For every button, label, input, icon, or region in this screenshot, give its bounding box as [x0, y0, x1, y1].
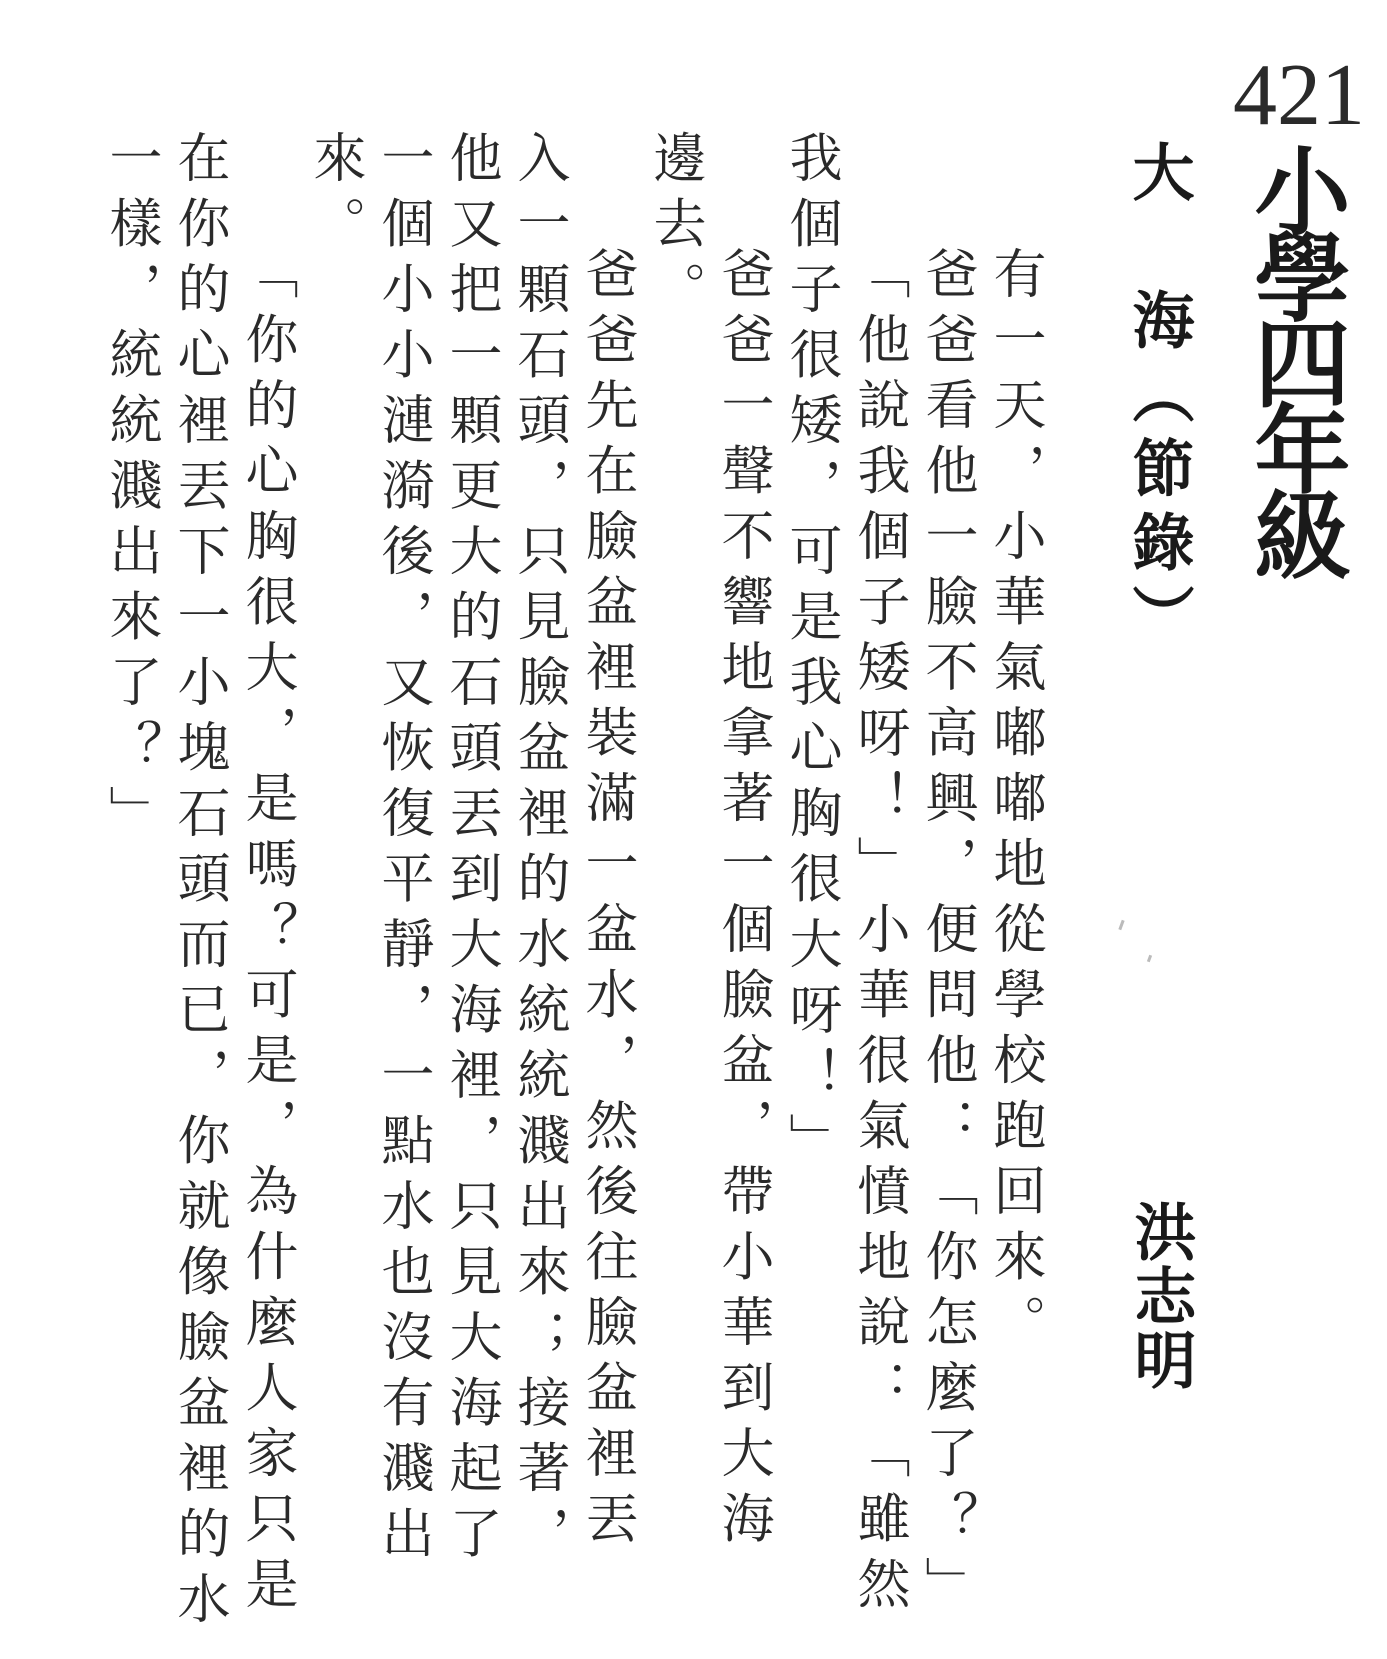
- story-column: 邊去。: [645, 130, 706, 327]
- scan-speck: [1118, 920, 1124, 930]
- story-column: 我個子很矮，可是我心胸很大呀！」: [781, 130, 842, 1178]
- story-column: 一個小小漣漪後，又恢復平靜，一點水也沒有濺出: [373, 130, 434, 1571]
- story-column: 有一天，小華氣嘟嘟地從學校跑回來。: [985, 246, 1046, 1360]
- story-column: 爸爸一聲不響地拿著一個臉盆，帶小華到大海: [713, 246, 774, 1556]
- author-name: 洪志明: [1124, 1200, 1197, 1392]
- scan-speck: [1147, 955, 1152, 963]
- story-column: 他又把一顆更大的石頭丟到大海裡，只見大海起了: [441, 130, 502, 1571]
- story-column: 在你的心裡丟下一小塊石頭而已，你就像臉盆裡的水: [169, 130, 230, 1637]
- story-column: 來。: [305, 130, 366, 261]
- story-column: 入一顆石頭，只見臉盆裡的水統統濺出來；接著，: [509, 130, 570, 1571]
- story-column: 爸爸看他一臉不高興，便問他：「你怎麼了？」: [917, 246, 978, 1622]
- story-title: 大 海（節錄）: [1122, 140, 1195, 658]
- grade-title: 小學四年級: [1239, 142, 1352, 572]
- story-column: 「他說我個子矮呀！」小華很氣憤地說：「雖然: [849, 246, 910, 1622]
- story-column: 「你的心胸很大，是嗎？可是，為什麼人家只是: [237, 246, 298, 1622]
- page-number: 421: [1233, 47, 1365, 144]
- story-column: 一樣，統統濺出來了？」: [101, 130, 162, 851]
- story-column: 爸爸先在臉盆裡裝滿一盆水，然後往臉盆裡丟: [577, 246, 638, 1556]
